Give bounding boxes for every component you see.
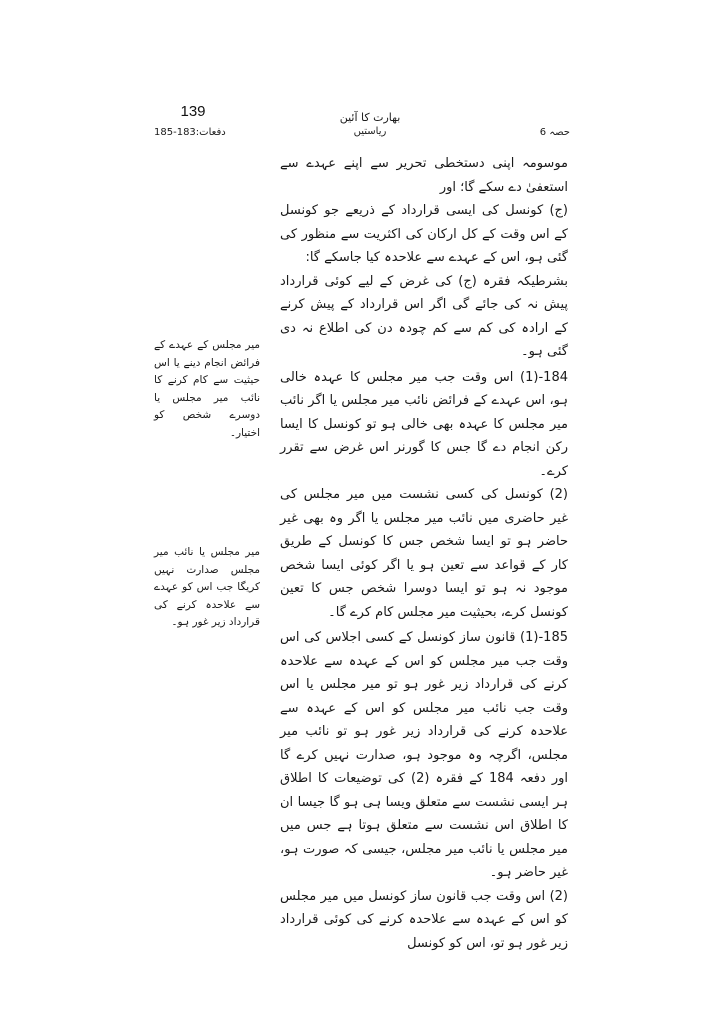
article-185-clause-1: 185-(1) قانون ساز کونسل کے کسی اجلاس کی اس وقت جب میر مجلس کو اس کے عہدہ سے علاحدہ کرنے کی قرارداد زیر غور ہو تو میر مجلس یا اس وقت جب نائب میر مجلس کو اس کے عہدہ سے علاحدہ کرنے کی قرارداد زیر غور ہو تو نائب میر مجلس، اگرچہ وہ موجود ہو، صدارت نہیں کرے گا اور دفعہ 184 کے فقرہ (2) کی توضیعات کا اطلاق ہر ایسی نشست سے متعلق ویسا ہی ہو گا جیسا ان کا اطلاق اس نشست سے متعلق ہوتا ہے جس میں میر مجلس یا نائب میر مجلس، جیسی کہ صورت ہو، غیر حاضر ہو۔ — [280, 630, 569, 880]
article-184-clause-2: (2) کونسل کی کسی نشست میں میر مجلس کی غیر حاضری میں نائب میر مجلس یا اگر وہ بھی غیر حاضر ہو تو ایسا شخص جس کا کونسل کے طریق کار کے قواعد سے تعین ہو یا اگر کوئی ایسا شخص موجود نہ ہو تو ایسا دوسرا شخص جس کا تعین کونسل کرے، بحیثیت میر مجلس کام کرے گا۔ — [280, 487, 568, 620]
paragraph: بشرطیکہ فقرہ (ج) کی غرض کے لیے کوئی قرارداد پیش نہ کی جائے گی اگر اس قرارداد کے پیش کرنے کے ارادہ کی کم سے کم چودہ دن کی اطلاع نہ دی گئی ہو۔ — [280, 273, 568, 359]
part-label: حصہ 6 — [539, 127, 570, 138]
paragraph: موسومہ اپنی دستخطی تحریر سے اپنے عہدے سے استعفیٰ دے سکے گا؛ اور — [280, 156, 568, 195]
articles-range: دفعات:183-185 — [154, 127, 226, 138]
page-number: 139 — [180, 103, 206, 120]
book-title: بھارت کا آئین — [339, 111, 401, 124]
paragraph: (ج) کونسل کی ایسی قرارداد کے ذریعے جو کونسل کے اس وقت کے کل ارکان کی اکثریت سے منظور کی گئی ہو، اس کے عہدے سے علاحدہ کیا جاسکے گا: — [280, 203, 568, 265]
margin-note-article-185: میر مجلس یا نائب میر مجلس صدارت نہیں کریگا جب اس کو عہدے سے علاحدہ کرنے کی قرارداد زیر غور ہو۔ — [154, 546, 260, 628]
section-label: ریاستیں — [353, 126, 387, 137]
article-185-clause-2: (2) اس وقت جب قانون ساز کونسل میں میر مجلس کو اس کے عہدہ سے علاحدہ کرنے کی کوئی قرارداد زیر غور ہو تو، اس کو کونسل — [280, 888, 568, 951]
article-184-clause-1: 184-(1) اس وقت جب میر مجلس کا عہدہ خالی ہو، اس عہدے کے فرائض نائب میر مجلس یا اگر نائب میر مجلس کا عہدہ بھی خالی ہو تو کونسل کا ایسا رکن انجام دے گا جس کا گورنر اس غرض سے تقرر کرے۔ — [280, 369, 568, 479]
body-text — [280, 152, 568, 955]
margin-note-article-184: میر مجلس کے عہدے کے فرائض انجام دینے یا اس حیثیت سے کام کرنے کا نائب میر مجلس یا دوسرے شخص کو اختیار۔ — [154, 339, 260, 439]
